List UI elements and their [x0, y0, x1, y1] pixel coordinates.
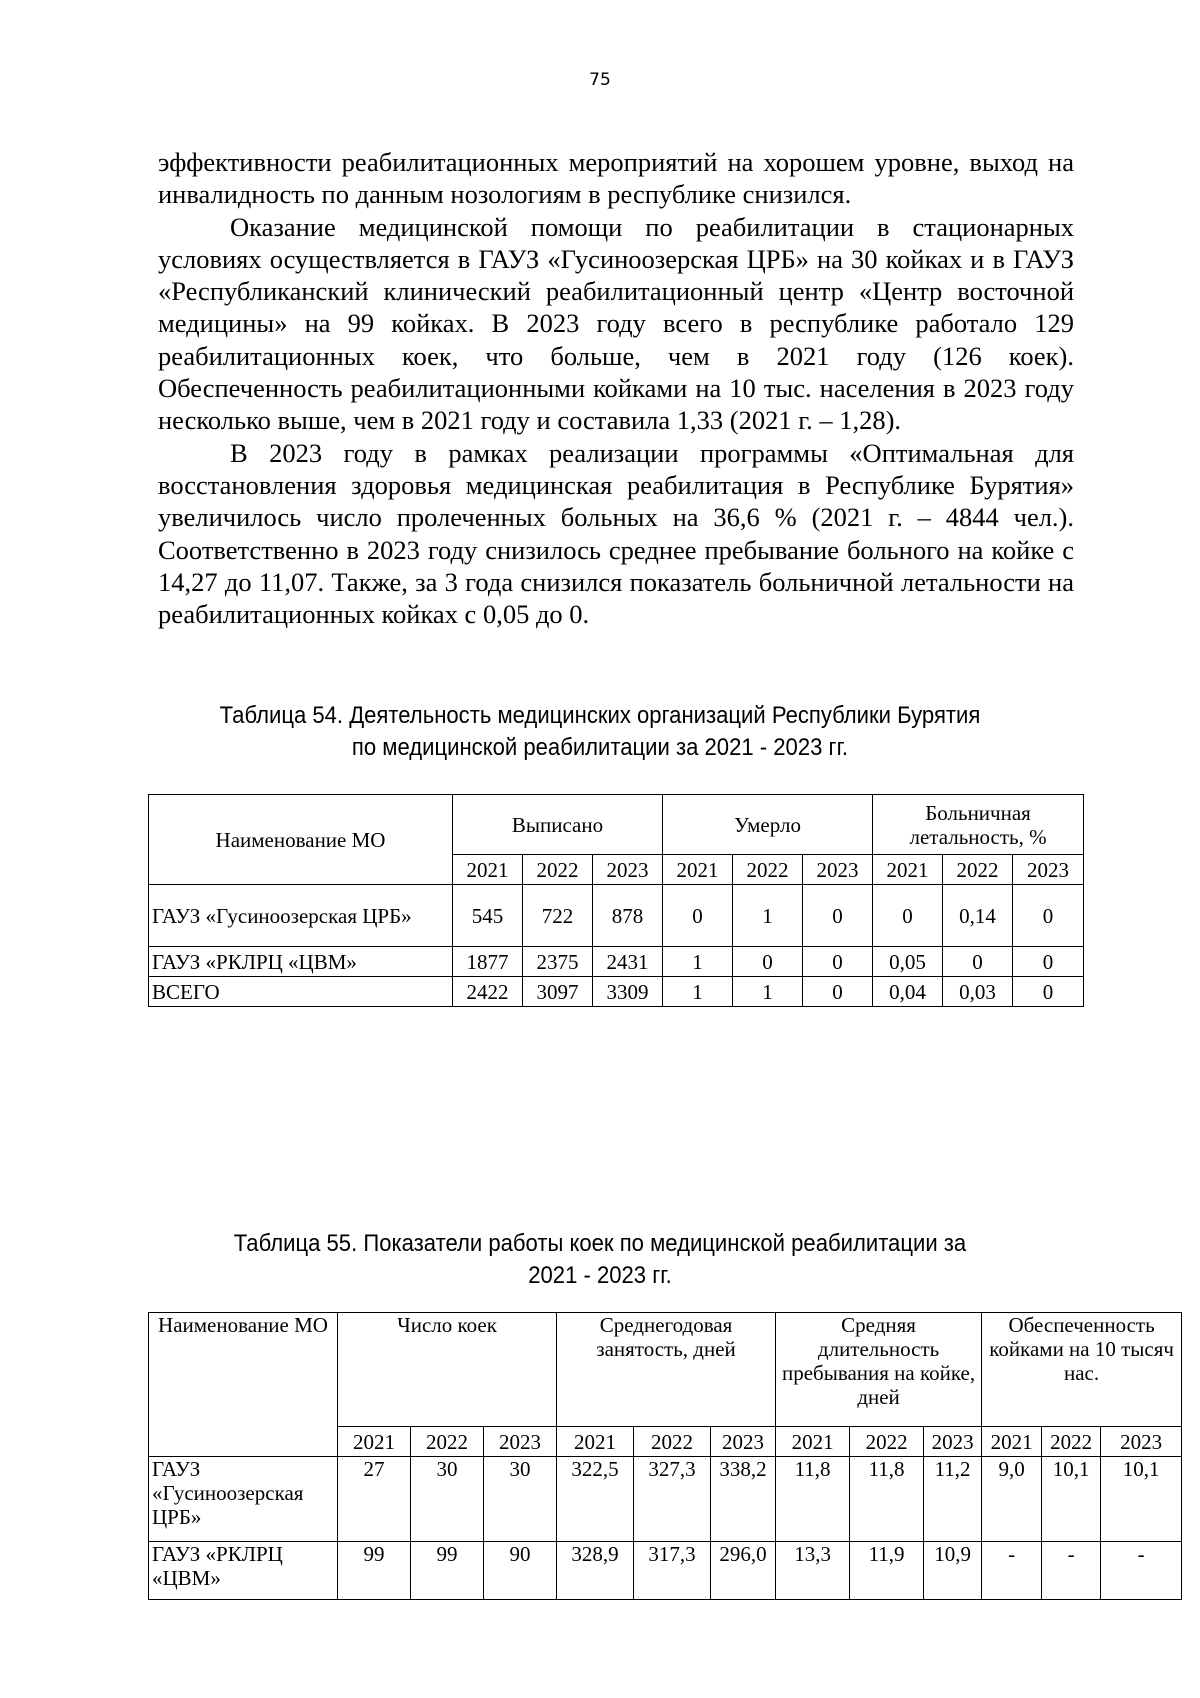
- table-cell: 1: [663, 977, 733, 1007]
- t55-year: 2021: [338, 1427, 411, 1457]
- t55-year: 2022: [634, 1427, 711, 1457]
- table-cell: 338,2: [711, 1457, 776, 1542]
- table-cell: 10,1: [1042, 1457, 1101, 1542]
- table-cell: 10,9: [924, 1542, 982, 1600]
- table-cell: 1: [733, 885, 803, 947]
- table-cell: 0: [1013, 885, 1084, 947]
- t55-year: 2021: [982, 1427, 1042, 1457]
- table-cell: 11,9: [850, 1542, 924, 1600]
- body-text: [158, 146, 1074, 630]
- table-cell: 0: [663, 885, 733, 947]
- table-cell: 99: [411, 1542, 484, 1600]
- table-cell: 878: [593, 885, 663, 947]
- paragraph-3: В 2023 году в рамках реализации программы «Оптимальная для восстановления здоровья медицинская реабилитация в Республике Бурятия» увеличилось число пролеченных больных на 36,6 % (2021 г. – 4844 чел.). Соответственно в 2023 году снизилось среднее пребывание больного на койке с 14,27 до 11,07. Также, за 3 года снизился показатель больничной летальности на реабилитационных койках с 0,05 до 0.: [158, 437, 1074, 630]
- t55-year: 2022: [850, 1427, 924, 1457]
- table-cell: 13,3: [776, 1542, 850, 1600]
- table-cell: 11,2: [924, 1457, 982, 1542]
- t55-header-occupancy: Среднегодовая занятость, дней: [557, 1313, 776, 1427]
- table-row: [149, 1457, 1182, 1542]
- table-cell: 0: [733, 947, 803, 977]
- row-name: ГАУЗ «Гусиноозерская ЦРБ»: [149, 885, 453, 947]
- table-row: [149, 1542, 1182, 1600]
- t54-year: 2021: [663, 855, 733, 885]
- table-cell: -: [1101, 1542, 1182, 1600]
- t55-year: 2023: [1101, 1427, 1182, 1457]
- table54-caption-line2: по медицинской реабилитации за 2021 - 2023 гг.: [351, 734, 849, 761]
- t55-header-stay: Средняя длительность пребывания на койке, дней: [776, 1313, 982, 1427]
- t54-header-discharged: Выписано: [453, 795, 663, 855]
- t55-year: 2023: [924, 1427, 982, 1457]
- paragraph-2: Оказание медицинской помощи по реабилитации в стационарных условиях осуществляется в ГАУЗ «Гусиноозерская ЦРБ» на 30 койках и в ГАУЗ «Республиканский клинический реабилитационный центр «Центр восточной медицины» на 99 койках. В 2023 году всего в республике работало 129 реабилитационных коек, что больше, чем в 2021 году (126 коек). Обеспеченность реабилитационными койками на 10 тыс. населения в 2023 году несколько выше, чем в 2021 году и составила 1,33 (2021 г. – 1,28).: [158, 211, 1074, 436]
- t54-year: 2023: [803, 855, 873, 885]
- table-cell: 322,5: [557, 1457, 634, 1542]
- table-cell: 1: [663, 947, 733, 977]
- t54-year: 2022: [943, 855, 1013, 885]
- table-row-total: [149, 977, 1084, 1007]
- t55-year: 2023: [484, 1427, 557, 1457]
- table-cell: 0,04: [873, 977, 943, 1007]
- table55: [148, 1312, 1182, 1600]
- table-cell: 30: [411, 1457, 484, 1542]
- table-cell: 1: [733, 977, 803, 1007]
- t55-header-provision: Обеспеченность койками на 10 тысяч нас.: [982, 1313, 1182, 1427]
- table-cell: 0: [803, 947, 873, 977]
- table-cell: 3097: [523, 977, 593, 1007]
- table-cell: 11,8: [850, 1457, 924, 1542]
- t55-year: 2021: [557, 1427, 634, 1457]
- table-cell: 2431: [593, 947, 663, 977]
- table-cell: 3309: [593, 977, 663, 1007]
- t54-header-died: Умерло: [663, 795, 873, 855]
- table-cell: 9,0: [982, 1457, 1042, 1542]
- row-name: ВСЕГО: [149, 977, 453, 1007]
- t54-year: 2023: [593, 855, 663, 885]
- table-row: [149, 947, 1084, 977]
- t55-header-beds: Число коек: [338, 1313, 557, 1427]
- table54: [148, 794, 1084, 1007]
- table-cell: 0: [803, 885, 873, 947]
- t54-header-mortality-l1: Больничная: [925, 800, 1031, 825]
- table-cell: 545: [453, 885, 523, 947]
- t54-year: 2023: [1013, 855, 1084, 885]
- table-cell: 10,1: [1101, 1457, 1182, 1542]
- table55-caption-line2: 2021 - 2023 гг.: [528, 1262, 672, 1289]
- table54-caption-line1: Таблица 54. Деятельность медицинских организаций Республики Бурятия: [219, 702, 981, 729]
- table-cell: -: [1042, 1542, 1101, 1600]
- row-name: ГАУЗ «РКЛРЦ «ЦВМ»: [149, 1542, 338, 1600]
- table-cell: -: [982, 1542, 1042, 1600]
- t54-year: 2022: [733, 855, 803, 885]
- row-name: ГАУЗ «Гусиноозерская ЦРБ»: [149, 1457, 338, 1542]
- table-cell: 0: [1013, 977, 1084, 1007]
- table-cell: 328,9: [557, 1542, 634, 1600]
- page-number: 75: [589, 70, 611, 90]
- t55-year: 2022: [1042, 1427, 1101, 1457]
- table-cell: 90: [484, 1542, 557, 1600]
- table-cell: 2375: [523, 947, 593, 977]
- table-cell: 296,0: [711, 1542, 776, 1600]
- row-name: ГАУЗ «РКЛРЦ «ЦВМ»: [149, 947, 453, 977]
- table-cell: 27: [338, 1457, 411, 1542]
- table-cell: 0: [803, 977, 873, 1007]
- t55-header-name: Наименование МО: [149, 1313, 338, 1457]
- table55-caption-line1: Таблица 55. Показатели работы коек по медицинской реабилитации за: [233, 1230, 967, 1257]
- table-cell: 30: [484, 1457, 557, 1542]
- t54-year: 2021: [873, 855, 943, 885]
- t55-year: 2023: [711, 1427, 776, 1457]
- table-cell: 0,05: [873, 947, 943, 977]
- table-row: [149, 885, 1084, 947]
- t54-header-mortality: [873, 795, 1084, 855]
- table55-caption: [48, 1228, 1152, 1292]
- table-cell: 327,3: [634, 1457, 711, 1542]
- t54-year: 2021: [453, 855, 523, 885]
- table-cell: 0: [943, 947, 1013, 977]
- table-cell: 1877: [453, 947, 523, 977]
- t54-year: 2022: [523, 855, 593, 885]
- table-cell: 722: [523, 885, 593, 947]
- t54-header-name: Наименование МО: [149, 795, 453, 885]
- table-cell: 0: [1013, 947, 1084, 977]
- table-cell: 2422: [453, 977, 523, 1007]
- table-cell: 99: [338, 1542, 411, 1600]
- table-cell: 0,03: [943, 977, 1013, 1007]
- table54-caption: [48, 700, 1152, 764]
- table-cell: 11,8: [776, 1457, 850, 1542]
- t54-header-mortality-l2: летальность, %: [909, 824, 1047, 849]
- table-cell: 0: [873, 885, 943, 947]
- table-cell: 317,3: [634, 1542, 711, 1600]
- t55-year: 2022: [411, 1427, 484, 1457]
- t55-year: 2021: [776, 1427, 850, 1457]
- table-cell: 0,14: [943, 885, 1013, 947]
- paragraph-1: эффективности реабилитационных мероприятий на хорошем уровне, выход на инвалидность по данным нозологиям в республике снизился.: [158, 147, 1074, 210]
